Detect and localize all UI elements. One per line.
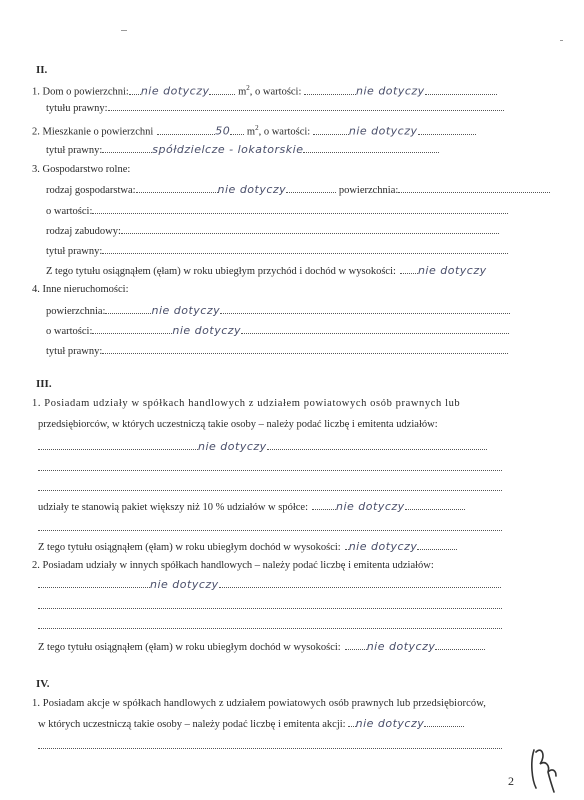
stocks-blank-line [38,748,502,749]
stocks-line-2-label: w których uczestniczą takie osoby – należy podać liczbę i emitenta akcji: [38,719,346,730]
farm-build-row [46,224,499,238]
house-row: 1. Dom o powierzchni: nie dotyczy $m^2$, o wartości: nie dotyczy [32,82,497,99]
flat-value-label: , o wartości: [258,126,311,138]
shares-line-1: 1. Posiadam udziały w spółkach handlowych z udziałem powiatowych osób prawnych lub [32,398,461,409]
flat-row: 2. Mieszkanie o powierzchni 50 $m^2$, o wartości: nie dotyczy [32,122,476,139]
farm-area-label: powierzchnia: [338,185,399,196]
flat-area-value: 50 [215,124,231,138]
house-title-row [46,101,504,115]
farm-build-label: rodzaj zabudowy: [46,226,121,237]
section-4-heading: IV. [36,678,50,690]
stocks-line-2-row [38,717,464,731]
other-title-row [46,344,508,358]
income1-label: Z tego tytułu osiągnąłem (ęłam) w roku ubiegłym dochód w wysokości: [38,542,341,553]
farm-income-label: Z tego tytułu osiągnąłem (ęłam) w roku ubiegłym przychód i dochód w wysokości: [46,266,396,277]
other-value-value: nie dotyczy [172,324,242,337]
house-value-label: , o wartości: [249,86,302,98]
page-number: 2 [508,774,514,788]
other-heading: 4. Inne nieruchomości: [32,284,129,295]
income2-label: Z tego tytułu osiągnąłem (ęłam) w roku ubiegłym dochód w wysokości: [38,642,341,653]
flat-title-row [46,143,439,157]
farm-heading: 3. Gospodarstwo rolne: [32,164,131,175]
pakiet-label: udziały te stanowią pakiet większy niż 10 % udziałów w spółce: [38,502,309,513]
farm-income-row [46,264,487,278]
other-shares-answer-row [38,578,501,592]
shares-line-2: przedsiębiorców, w których uczestniczą takie osoby – należy podać liczbę i emitenta udziałów: [38,419,438,430]
signature [526,742,566,794]
section-2-heading: II. [36,64,48,76]
other-title-label: tytuł prawny: [46,346,103,357]
pakiet-row [38,500,465,514]
farm-type-value: nie dotyczy [217,183,287,196]
other-value-row [46,324,509,338]
farm-type-row [46,183,550,197]
income2-row [38,640,485,654]
flat-value: nie dotyczy [348,124,418,138]
shares-answer-row [38,440,487,454]
other-shares-blank-line-2 [38,628,502,629]
income2-value: nie dotyczy [366,640,436,653]
house-title-label: tytułu prawny: [46,103,108,114]
other-shares-answer-value: nie dotyczy [150,578,219,591]
flat-label: 2. Mieszkanie o powierzchni [32,126,154,138]
house-label: 1. Dom o powierzchni: [32,86,129,98]
scan-mark [560,40,563,41]
other-area-row [46,304,510,318]
flat-title-label: tytuł prawny: [46,145,103,156]
farm-type-label: rodzaj gospodarstwa: [46,185,136,196]
other-area-label: powierzchnia: [46,306,106,317]
other-area-value: nie dotyczy [151,304,221,317]
other-value-label: o wartości: [46,326,93,337]
house-unit: m [238,86,247,98]
pakiet-blank-line [38,530,502,531]
farm-value-row [46,204,508,218]
scan-mark [121,30,127,31]
shares-answer-value: nie dotyczy [198,440,267,453]
house-area-value: nie dotyczy [140,84,210,98]
farm-income-value: nie dotyczy [417,264,487,277]
other-shares-blank-line-1 [38,608,502,609]
stocks-answer-value: nie dotyczy [355,717,425,730]
flat-unit: m [246,126,256,138]
house-value: nie dotyczy [356,84,425,98]
income1-value: nie dotyczy [348,540,418,553]
shares-blank-line-2 [38,490,502,491]
section-3-heading: III. [36,378,52,390]
stocks-line-1: 1. Posiadam akcje w spółkach handlowych z udziałem powiatowych osób prawnych lub przedsiębiorców, [32,698,486,709]
shares-blank-line-1 [38,470,502,471]
other-shares-label: 2. Posiadam udziały w innych spółkach handlowych – należy podać liczbę i emitenta udziałów: [32,560,434,571]
farm-title-row [46,244,508,258]
pakiet-value: nie dotyczy [336,500,405,513]
income1-row [38,540,457,554]
flat-title-value: spółdzielcze - lokatorskie [152,143,304,156]
farm-title-label: tytuł prawny: [46,246,103,257]
farm-value-label: o wartości: [46,206,93,217]
